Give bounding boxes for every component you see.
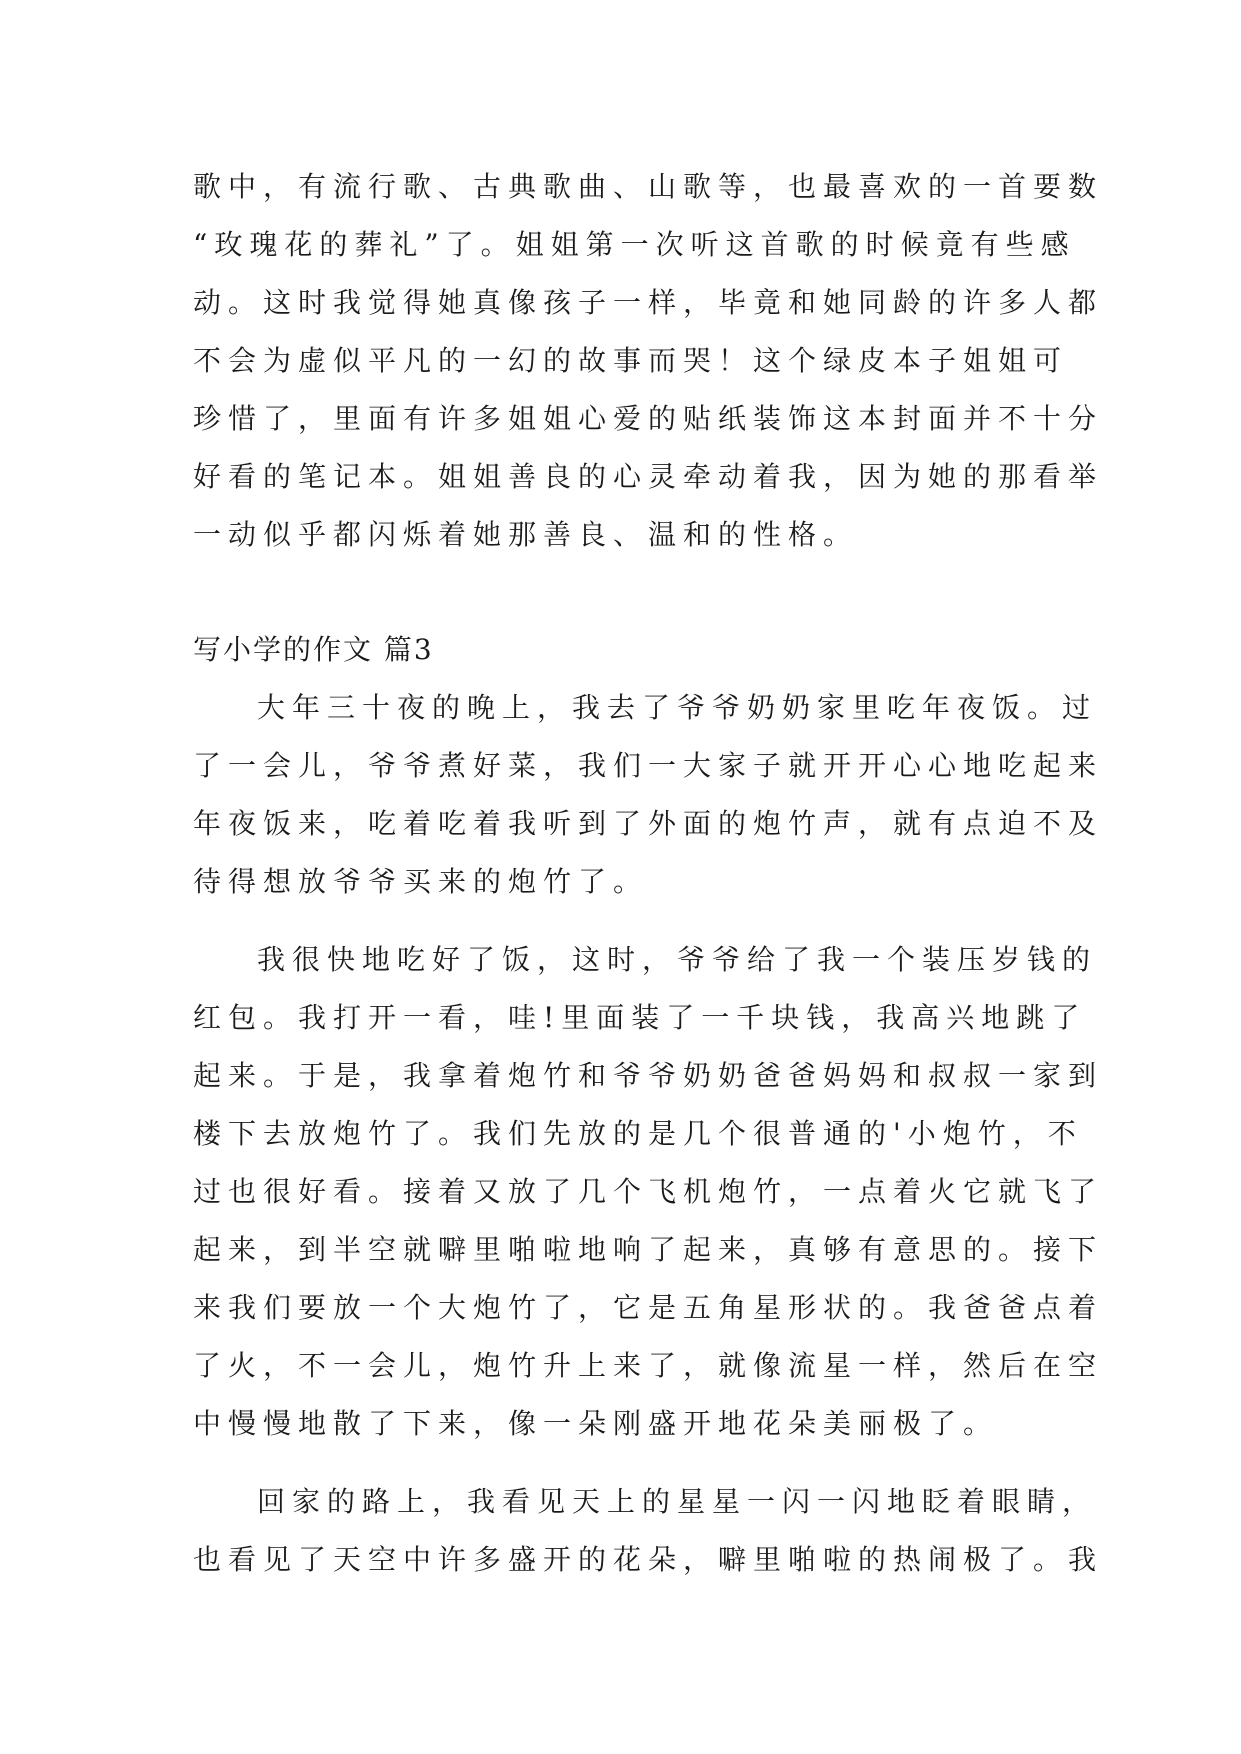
essay-body	[193, 679, 1104, 1589]
paragraph-line: 年夜饭来，吃着吃着我听到了外面的炮竹声，就有点迫不及	[193, 807, 1104, 840]
paragraph-line: 回家的路上，我看见天上的星星一闪一闪地眨着眼睛，	[257, 1485, 1098, 1518]
paragraph-line: 楼下去放炮竹了。我们先放的是几个很普通的'小炮竹，不	[193, 1117, 1083, 1150]
paragraph-line: 我很快地吃好了饭，这时，爷爷给了我一个装压岁钱的	[257, 943, 1098, 976]
paragraph-line: 好看的笔记本。姐姐善良的心灵牵动着我，因为她的那看举	[193, 460, 1104, 493]
paragraph-spacer	[193, 911, 1063, 931]
section-title: 写小学的作文 篇3	[193, 633, 434, 666]
paragraph-line: 不会为虚似平凡的一幻的故事而哭！这个绿皮本子姐姐可	[193, 344, 1069, 377]
paragraph-line: 动。这时我觉得她真像孩子一样，毕竟和她同龄的许多人都	[193, 286, 1104, 319]
paragraph-2	[193, 931, 1104, 1453]
paragraph-1	[193, 679, 1104, 911]
paragraph-line: 起来。于是，我拿着炮竹和爷爷奶奶爸爸妈妈和叔叔一家到	[193, 1059, 1104, 1092]
paragraph-line: 起来，到半空就噼里啪啦地响了起来，真够有意思的。接下	[193, 1233, 1104, 1266]
paragraph-line: 珍惜了，里面有许多姐姐心爱的贴纸装饰这本封面并不十分	[193, 402, 1104, 435]
paragraph-line: 一动似乎都闪烁着她那善良、温和的性格。	[193, 518, 859, 551]
paragraph-line: 红包。我打开一看，哇!里面装了一千块钱，我高兴地跳了	[193, 1001, 1087, 1034]
paragraph-3	[193, 1473, 1104, 1589]
paragraph-line: 也看见了天空中许多盛开的花朵，噼里啪啦的热闹极了。我	[193, 1543, 1104, 1576]
paragraph-line: “玫瑰花的葬礼”了。姐姐第一次听这首歌的时候竟有些感	[193, 228, 1076, 261]
paragraph-line: 中慢慢地散了下来，像一朵刚盛开地花朵美丽极了。	[193, 1407, 999, 1440]
section-heading	[193, 621, 1063, 679]
paragraph-line: 来我们要放一个大炮竹了，它是五角星形状的。我爸爸点着	[193, 1291, 1104, 1324]
paragraph-line: 大年三十夜的晚上，我去了爷爷奶奶家里吃年夜饭。过	[257, 691, 1098, 724]
paragraph-line: 过也很好看。接着又放了几个飞机炮竹，一点着火它就飞了	[193, 1175, 1104, 1208]
paragraph-line: 歌中，有流行歌、古典歌曲、山歌等，也最喜欢的一首要数	[193, 170, 1104, 203]
paragraph-line: 了火，不一会儿，炮竹升上来了，就像流星一样，然后在空	[193, 1349, 1104, 1382]
paragraph-line: 了一会儿，爷爷煮好菜，我们一大家子就开开心心地吃起来	[193, 749, 1104, 782]
paragraph-spacer	[193, 1453, 1063, 1473]
continued-paragraph	[193, 158, 1104, 564]
paragraph-line: 待得想放爷爷买来的炮竹了。	[193, 865, 649, 898]
